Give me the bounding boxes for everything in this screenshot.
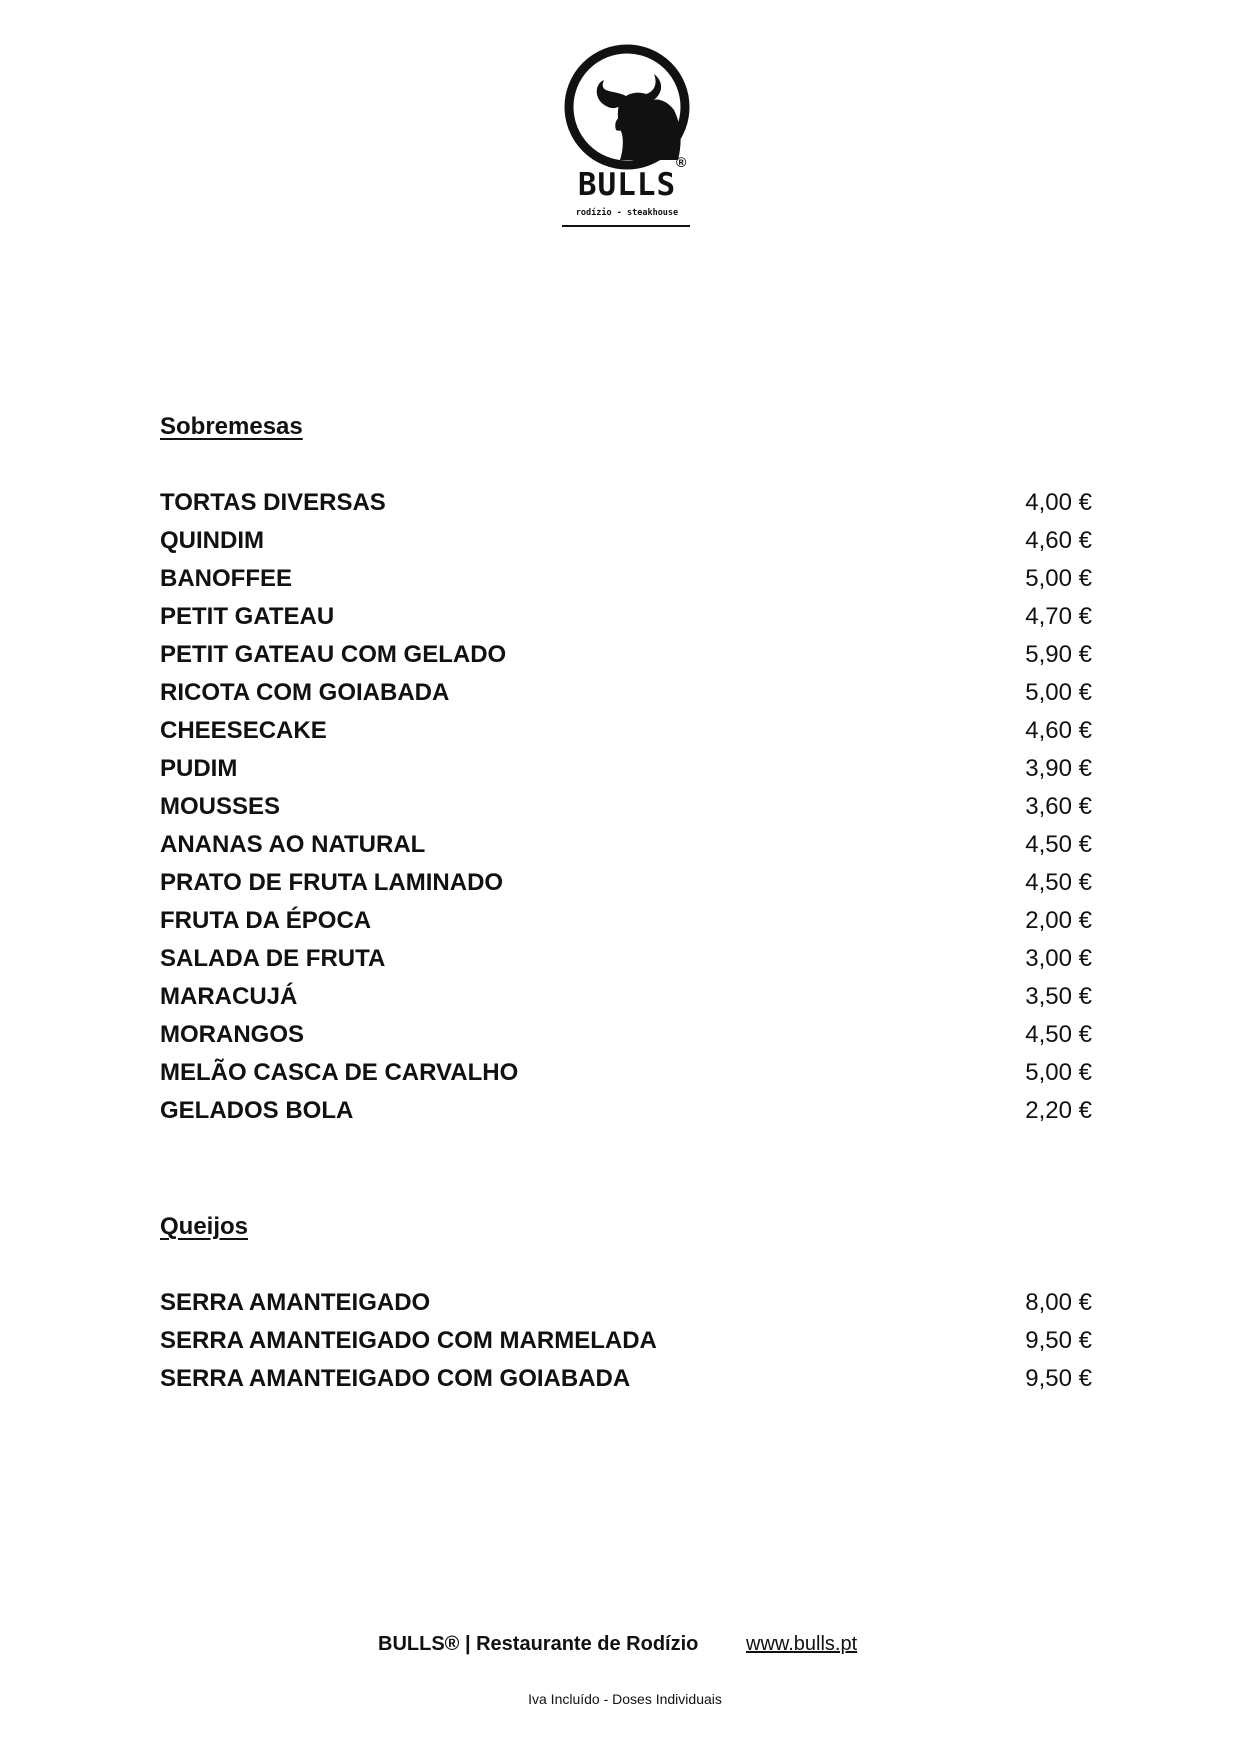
section-title-sobremesas: Sobremesas [160,413,303,440]
item-name: CHEESECAKE [160,717,327,744]
item-price: 4,50 € [1025,869,1092,896]
menu-item [160,947,1092,985]
item-name: GELADOS BOLA [160,1097,354,1124]
section-title-queijos: Queijos [160,1213,249,1240]
item-price: 3,50 € [1025,983,1092,1010]
menu-list-queijos [160,1291,1092,1405]
menu-item [160,871,1092,909]
menu-item [160,1061,1092,1099]
item-name: MOUSSES [160,793,281,820]
menu-item [160,1023,1092,1061]
item-price: 5,90 € [1025,641,1092,668]
menu-item [160,643,1092,681]
item-price: 9,50 € [1025,1365,1092,1392]
item-price: 4,70 € [1025,603,1092,630]
website-link[interactable]: www.bulls.pt [746,1633,858,1655]
menu-item [160,529,1092,567]
item-price: 8,00 € [1025,1289,1092,1316]
item-price: 3,00 € [1025,945,1092,972]
menu-item [160,909,1092,947]
item-name: RICOTA COM GOIABADA [160,679,450,706]
menu-item [160,681,1092,719]
menu-item [160,757,1092,795]
logo-name: BULLS [577,167,677,203]
item-price: 9,50 € [1025,1327,1092,1354]
item-name: MORANGOS [160,1021,304,1048]
bull-head-icon [560,44,694,174]
item-name: FRUTA DA ÉPOCA [160,907,372,934]
menu-item [160,1291,1092,1329]
menu-item [160,1367,1092,1405]
menu-item [160,567,1092,605]
menu-item [160,1099,1092,1137]
item-name: TORTAS DIVERSAS [160,489,386,516]
item-name: PETIT GATEAU [160,603,335,630]
item-price: 4,00 € [1025,489,1092,516]
item-price: 2,20 € [1025,1097,1092,1124]
item-name: BANOFFEE [160,565,292,592]
logo-divider [562,225,690,227]
footer [0,1634,1241,1662]
item-name: QUINDIM [160,527,264,554]
menu-item [160,833,1092,871]
item-price: 3,90 € [1025,755,1092,782]
item-price: 4,60 € [1025,527,1092,554]
item-price: 5,00 € [1025,679,1092,706]
menu-item [160,1329,1092,1367]
item-price: 5,00 € [1025,1059,1092,1086]
item-name: PETIT GATEAU COM GELADO [160,641,507,668]
footer-brand: BULLS® | Restaurante de Rodízio [378,1633,699,1655]
item-price: 4,60 € [1025,717,1092,744]
menu-item [160,795,1092,833]
menu-item [160,491,1092,529]
item-price: 4,50 € [1025,1021,1092,1048]
item-name: MELÃO CASCA DE CARVALHO [160,1059,519,1086]
footer-note: Iva Incluído - Doses Individuais [528,1691,722,1707]
registered-mark: ® [676,154,687,170]
item-name: SALADA DE FRUTA [160,945,386,972]
menu-item [160,719,1092,757]
item-name: ANANAS AO NATURAL [160,831,426,858]
item-price: 4,50 € [1025,831,1092,858]
item-name: SERRA AMANTEIGADO COM GOIABADA [160,1365,631,1392]
item-price: 3,60 € [1025,793,1092,820]
menu-list-sobremesas [160,491,1092,1137]
logo-tagline: rodízio - steakhouse [575,208,679,218]
brand-logo [560,44,694,234]
item-price: 5,00 € [1025,565,1092,592]
item-name: PRATO DE FRUTA LAMINADO [160,869,504,896]
item-name: PUDIM [160,755,238,782]
item-name: MARACUJÁ [160,983,298,1010]
item-name: SERRA AMANTEIGADO COM MARMELADA [160,1327,657,1354]
item-name: SERRA AMANTEIGADO [160,1289,431,1316]
menu-item [160,985,1092,1023]
menu-item [160,605,1092,643]
item-price: 2,00 € [1025,907,1092,934]
